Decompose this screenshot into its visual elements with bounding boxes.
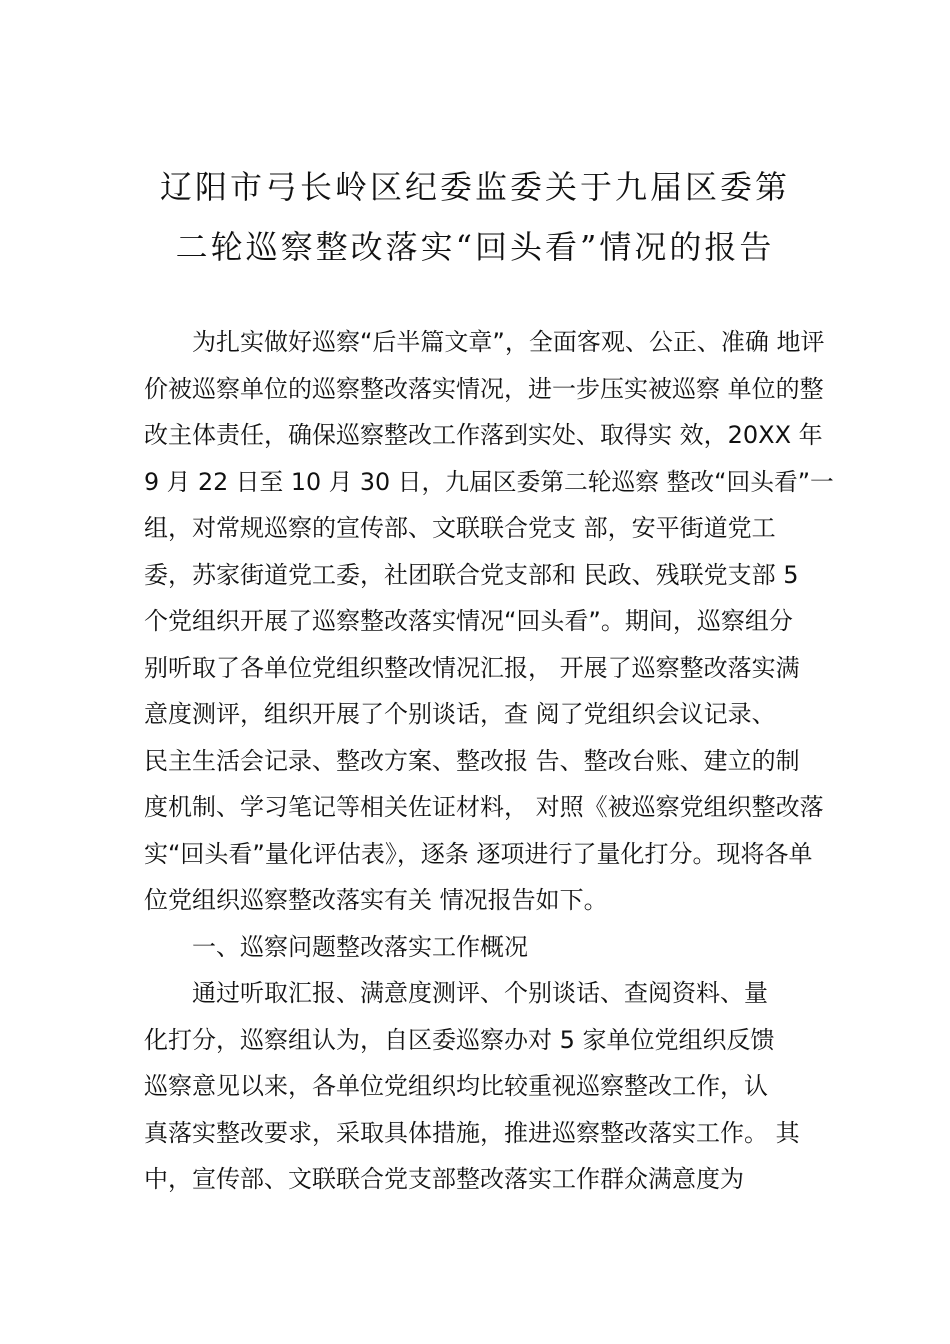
body-text-line: 民主生活会记录、整改方案、整改报 告、整改台账、建立的制 [144,746,800,775]
body-text-line: 一、巡察问题整改落实工作概况 [144,932,528,961]
body-text-line: 实“回头看”量化评估表》，逐条 逐项进行了量化打分。现将各单 [144,839,813,868]
body-text-line: 巡察意见以来，各单位党组织均比较重视巡察整改工作，认 [144,1072,768,1100]
body-text-line: 化打分，巡察组认为，自区委巡察办对 5 家单位党组织反馈 [144,1025,775,1054]
body-text-line: 位党组织巡察整改落实有关 情况报告如下。 [144,886,608,914]
document-title-line-1: 辽阳市弓长岭区纪委监委关于九届区委第 [159,168,790,206]
body-text-line: 度机制、学习笔记等相关佐证材料， 对照《被巡察党组织整改落 [144,793,824,821]
body-text-line: 改主体责任，确保巡察整改工作落到实处、取得实 效，20XX 年 [144,421,823,449]
body-text-line: 个党组织开展了巡察整改落实情况“回头看”。期间，巡察组分 [144,607,793,635]
body-text-line: 委，苏家街道党工委，社团联合党支部和 民政、残联党支部 5 [144,560,799,589]
body-text-line: 组，对常规巡察的宣传部、文联联合党支 部，安平街道党工 [144,514,776,542]
body-text-line: 价被巡察单位的巡察整改落实情况，进一步压实被巡察 单位的整 [144,374,824,403]
body-text-line: 9 月 22 日至 10 月 30 日，九届区委第二轮巡察 整改“回头看”一 [144,467,834,496]
body-text-line: 中，宣传部、文联联合党支部整改落实工作群众满意度为 [144,1165,744,1193]
body-text-line: 为扎实做好巡察“后半篇文章”，全面客观、公正、准确 地评 [144,328,825,356]
body-text-line: 真落实整改要求，采取具体措施，推进巡察整改落实工作。 其 [144,1118,800,1147]
body-text-line: 通过听取汇报、满意度测评、个别谈话、查阅资料、量 [144,979,768,1007]
document-title-line-2: 二轮巡察整改落实“回头看”情况的报告 [175,228,775,266]
body-text-line: 别听取了各单位党组织整改情况汇报， 开展了巡察整改落实满 [144,653,800,682]
body-text-line: 意度测评，组织开展了个别谈话，查 阅了党组织会议记录、 [144,700,776,728]
